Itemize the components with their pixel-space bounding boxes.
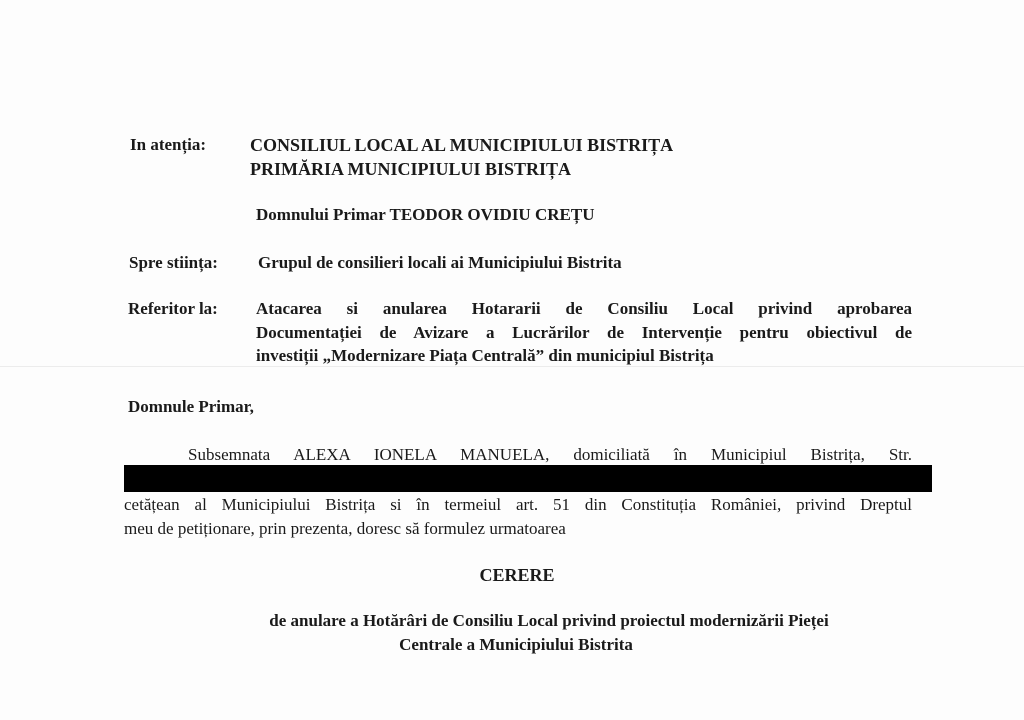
reference-line-1: Atacarea si anularea Hotararii de Consiliu Local privind aprobarea [256,299,912,318]
redaction-bar [124,465,932,492]
recipient-city-hall: PRIMĂRIA MUNICIPIULUI BISTRIȚA [250,159,572,179]
recipient-council: CONSILIUL LOCAL AL MUNICIPIULUI BISTRIȚA [250,135,674,155]
mayor-addressee: Domnului Primar TEODOR OVIDIU CREȚU [256,205,595,224]
request-subtitle-line-1: de anulare a Hotărâri de Consiliu Local privind proiectul modernizării Pieței [269,611,829,630]
request-subtitle-line-2: Centrale a Municipiului Bistrita [399,635,633,654]
request-title: CERERE [479,565,555,585]
paragraph-line-2: cetățean al Municipiului Bistrița si în termeiul art. 51 din Constituția României, privind Dreptul [124,495,912,514]
salutation: Domnule Primar, [128,397,254,416]
reference-label: Referitor la: [128,299,218,318]
info-recipients: Grupul de consilieri locali ai Municipiului Bistrita [258,253,622,272]
reference-line-3: investiții „Modernizare Piața Centrală” din municipiul Bistrița [256,346,714,365]
attention-label: In atenția: [130,135,207,154]
paragraph-line-3: meu de petiționare, prin prezenta, doresc să formulez urmatoarea [124,519,566,538]
paragraph-line-1: Subsemnata ALEXA IONELA MANUELA, domiciliată în Municipiul Bistrița, Str. [188,445,912,464]
reference-line-2: Documentației de Avizare a Lucrărilor de Intervenție pentru obiectivul de [256,323,912,342]
info-label: Spre stiința: [129,253,218,272]
scan-artifact-line [0,366,1024,367]
